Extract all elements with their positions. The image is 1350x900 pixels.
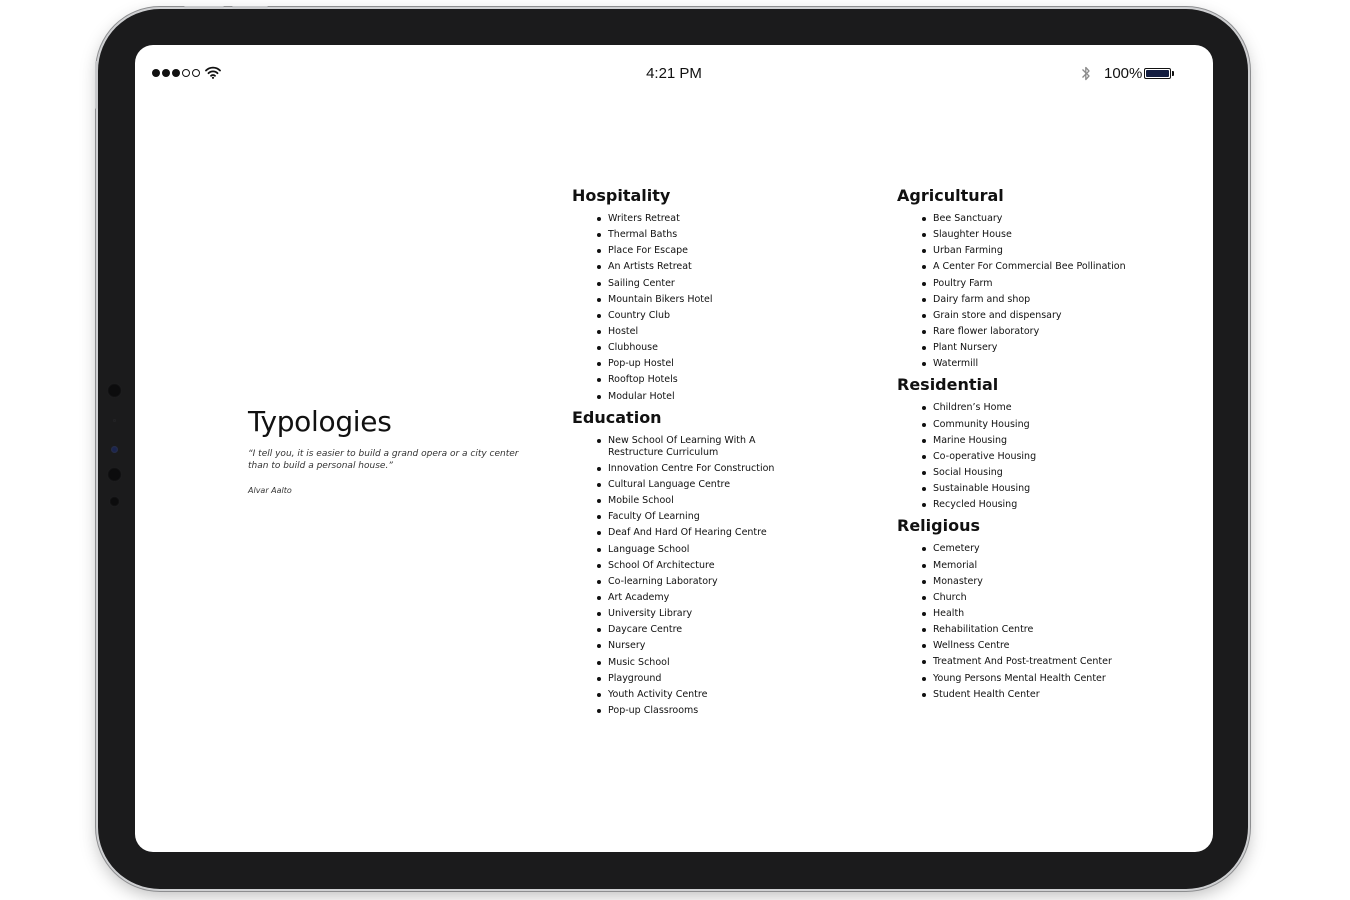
list-item: Marine Housing [933, 435, 1137, 447]
status-bar [135, 45, 1213, 105]
list-item: Daycare Centre [608, 624, 798, 636]
list-item: Country Club [608, 310, 812, 322]
agricultural-list [897, 213, 1137, 370]
top-button-left [184, 6, 224, 9]
list-item: Rehabilitation Centre [933, 624, 1137, 636]
residential-list [897, 402, 1137, 511]
sensor-dot-4 [109, 496, 120, 507]
list-item: Co-learning Laboratory [608, 576, 798, 588]
list-item: Cemetery [933, 543, 1137, 555]
list-item: Memorial [933, 560, 1137, 572]
volume-up-button [95, 61, 98, 109]
tablet-screen [135, 45, 1213, 852]
list-item: Innovation Centre For Construction [608, 463, 798, 475]
list-item: Co-operative Housing [933, 451, 1137, 463]
top-button-right [232, 6, 268, 9]
education-list [572, 435, 798, 717]
list-item: Rare flower laboratory [933, 326, 1137, 338]
list-item: Social Housing [933, 467, 1137, 479]
list-item: Dairy farm and shop [933, 294, 1137, 306]
battery-level-fill [1146, 70, 1169, 77]
list-item: Sailing Center [608, 278, 812, 290]
typology-column-right [897, 185, 1137, 705]
list-item: Mobile School [608, 495, 798, 507]
section-title-hospitality: Hospitality [572, 186, 671, 205]
list-item: Grain store and dispensary [933, 310, 1137, 322]
list-item: New School Of Learning With A Restructure Curriculum [608, 435, 798, 459]
list-item: Bee Sanctuary [933, 213, 1137, 225]
list-item: Pop-up Classrooms [608, 705, 798, 717]
quote-text: “I tell you, it is easier to build a grand opera or a city center than to build a personal house.” [248, 449, 519, 471]
section-title-agricultural: Agricultural [897, 186, 1004, 205]
list-item: Urban Farming [933, 245, 1137, 257]
list-item: Rooftop Hotels [608, 374, 812, 386]
list-item: Young Persons Mental Health Center [933, 673, 1137, 685]
list-item: A Center For Commercial Bee Pollination [933, 261, 1137, 273]
list-item: Treatment And Post-treatment Center [933, 656, 1137, 668]
sensor-dot-1 [107, 383, 122, 398]
religious-list [897, 543, 1137, 700]
list-item: Slaughter House [933, 229, 1137, 241]
list-item: Hostel [608, 326, 812, 338]
list-item: Monastery [933, 576, 1137, 588]
quote-author: Alvar Aalto [248, 486, 292, 495]
intro-block [248, 405, 538, 495]
list-item: Modular Hotel [608, 391, 812, 403]
list-item: Student Health Center [933, 689, 1137, 701]
list-item: Community Housing [933, 419, 1137, 431]
list-item: Mountain Bikers Hotel [608, 294, 812, 306]
list-item: Art Academy [608, 592, 798, 604]
list-item: Children’s Home [933, 402, 1137, 414]
list-item: An Artists Retreat [608, 261, 812, 273]
list-item: Deaf And Hard Of Hearing Centre [608, 527, 798, 539]
list-item: Playground [608, 673, 798, 685]
list-item: Place For Escape [608, 245, 812, 257]
list-item: Clubhouse [608, 342, 812, 354]
list-item: Church [933, 592, 1137, 604]
list-item: Language School [608, 544, 798, 556]
status-time: 4:21 PM [646, 65, 702, 82]
sensor-dot-3 [107, 467, 122, 482]
list-item: Wellness Centre [933, 640, 1137, 652]
battery-icon [1144, 68, 1171, 79]
bluetooth-icon [1081, 65, 1091, 82]
list-item: Recycled Housing [933, 499, 1137, 511]
section-title-residential: Residential [897, 375, 999, 395]
section-title-religious: Religious [897, 516, 980, 536]
list-item: Nursery [608, 640, 798, 652]
list-item: Poultry Farm [933, 278, 1137, 290]
page-title: Typologies [248, 405, 392, 438]
list-item: Youth Activity Centre [608, 689, 798, 701]
list-item: Health [933, 608, 1137, 620]
list-item: Faculty Of Learning [608, 511, 798, 523]
list-item: Music School [608, 657, 798, 669]
list-item: Writers Retreat [608, 213, 812, 225]
list-item: Thermal Baths [608, 229, 812, 241]
sensor-dot-2 [113, 419, 116, 422]
battery-percentage: 100% [1104, 65, 1143, 82]
list-item: Sustainable Housing [933, 483, 1137, 495]
battery-cap [1172, 71, 1174, 76]
hospitality-list [572, 213, 812, 403]
list-item: Plant Nursery [933, 342, 1137, 354]
list-item: Cultural Language Centre [608, 479, 798, 491]
typology-column-middle [572, 185, 812, 721]
list-item: University Library [608, 608, 798, 620]
list-item: Watermill [933, 358, 1137, 370]
front-camera-icon [111, 446, 118, 453]
list-item: School Of Architecture [608, 560, 798, 572]
section-title-education: Education [572, 407, 662, 427]
list-item: Pop-up Hostel [608, 358, 812, 370]
